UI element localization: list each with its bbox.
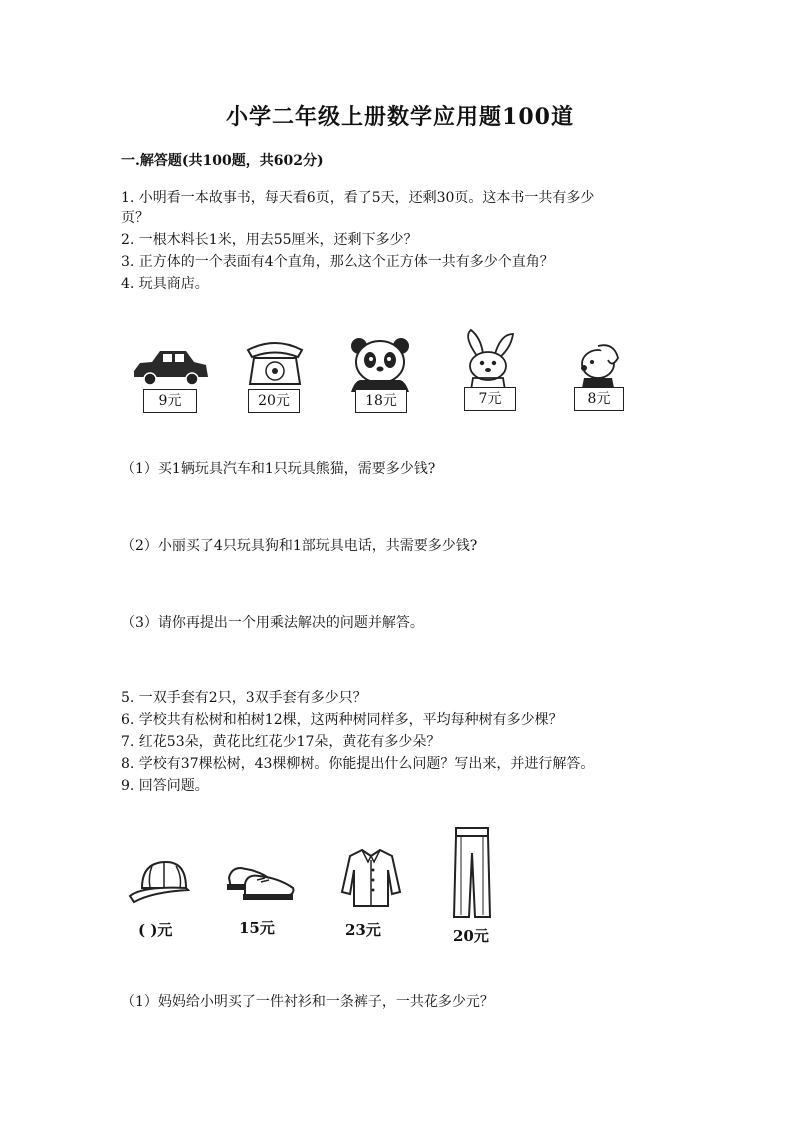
question-9-sub-1: （1）妈妈给小明买了一件衬衫和一条裤子，一共花多少元？ (121, 994, 494, 1010)
toy-dog-icon (568, 338, 628, 388)
shoes-icon (225, 862, 297, 904)
page-title: 小学二年级上册数学应用题100道 (226, 104, 574, 130)
question-1-line-1: 1. 小明看一本故事书，每天看6页，看了5天，还剩30页。这本书一共有多少 (121, 190, 595, 206)
question-6: 6. 学校共有松树和柏树12棵，这两种树同样多，平均每种树有多少棵？ (121, 712, 563, 728)
toy-rabbit-icon (455, 328, 521, 390)
question-4: 4. 玩具商店。 (121, 276, 209, 292)
question-3: 3. 正方体的一个表面有4个直角，那么这个正方体一共有多少个直角？ (121, 254, 554, 270)
question-8: 8. 学校有37棵松树，43棵柳树。你能提出什么问题？写出来，并进行解答。 (121, 756, 595, 772)
price-tag-panda: 18元 (355, 389, 407, 413)
section-heading: 一.解答题(共100题，共602分) (121, 153, 324, 169)
price-tag-rabbit: 7元 (464, 387, 516, 411)
question-4-sub-2: （2）小丽买了4只玩具狗和1部玩具电话，共需要多少钱? (121, 538, 478, 554)
question-2: 2. 一根木料长1米，用去55厘米，还剩下多少？ (121, 232, 418, 248)
price-tag-telephone: 20元 (248, 389, 300, 413)
toy-telephone-icon (242, 340, 308, 390)
question-5: 5. 一双手套有2只，3双手套有多少只？ (121, 690, 367, 706)
shirt-price: 23元 (345, 921, 381, 939)
question-4-sub-3: （3）请你再提出一个用乘法解决的问题并解答。 (121, 615, 424, 631)
price-tag-dog: 8元 (574, 387, 624, 411)
question-1-line-2: 页？ (121, 210, 149, 226)
question-7: 7. 红花53朵，黄花比红花少17朵，黄花有多少朵？ (121, 734, 441, 750)
question-4-sub-1: （1）买1辆玩具汽车和1只玩具熊猫，需要多少钱? (121, 461, 436, 477)
toy-panda-icon (347, 336, 413, 392)
pants-price: 20元 (453, 927, 489, 945)
shoes-price: 15元 (239, 919, 275, 937)
toy-car-icon (130, 335, 210, 395)
cap-price: ( )元 (138, 921, 173, 939)
cap-icon (128, 856, 198, 906)
price-tag-car: 9元 (143, 389, 197, 413)
pants-icon (452, 825, 492, 919)
question-9: 9. 回答问题。 (121, 778, 209, 794)
shirt-icon (338, 846, 404, 908)
